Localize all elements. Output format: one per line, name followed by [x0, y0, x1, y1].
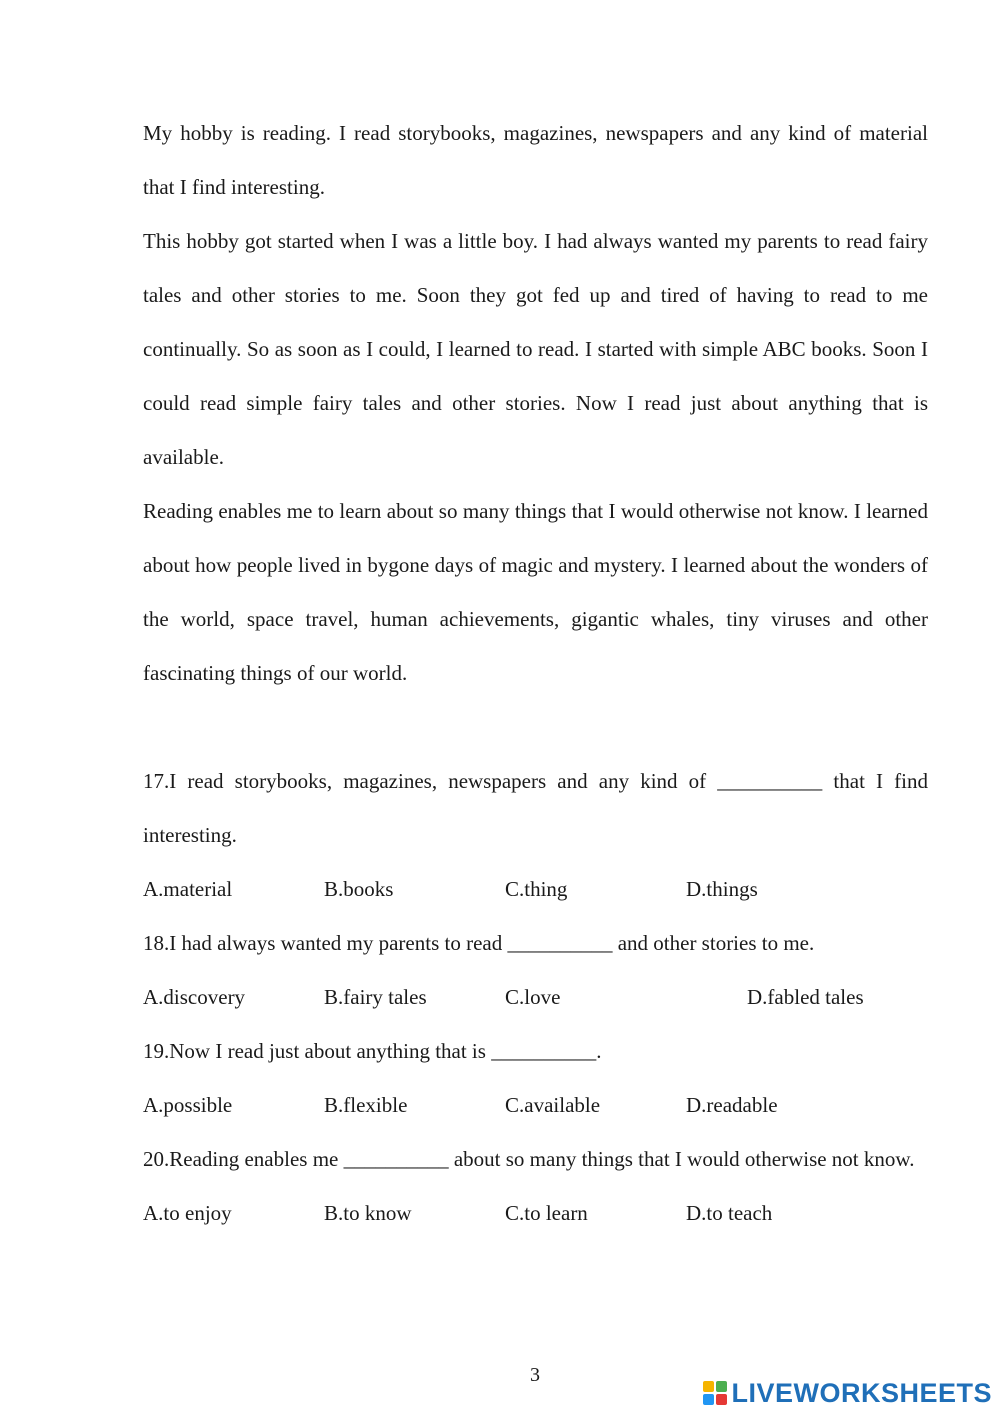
option-d[interactable]: D.fabled tales [747, 985, 864, 1009]
brand-name: LIVEWORKSHEETS [731, 1377, 992, 1408]
answer-options [143, 1186, 928, 1240]
answer-options [143, 862, 928, 916]
question-18 [143, 916, 928, 1024]
option-d[interactable]: D.to teach [686, 1201, 773, 1225]
question-stem: 19.Now I read just about anything that is __________. [143, 1039, 602, 1063]
option-b[interactable]: B.books [324, 877, 394, 901]
option-d[interactable]: D.things [686, 877, 758, 901]
option-a[interactable]: A.possible [143, 1093, 233, 1117]
answer-options [143, 1078, 928, 1132]
passage-paragraph-3: Reading enables me to learn about so many things that I would otherwise not know. I learned about how people lived in bygone days of magic and mystery. I learned about the wonders of the world, space travel, human achievements, gigantic whales, tiny viruses and other fascinating things of our world. [143, 499, 928, 685]
option-c[interactable]: C.thing [505, 877, 568, 901]
option-a[interactable]: A.discovery [143, 985, 246, 1009]
page-number: 3 [530, 1364, 540, 1386]
question-stem: 18.I had always wanted my parents to read __________ and other stories to me. [143, 931, 815, 955]
reading-passage [143, 106, 928, 700]
question-17 [143, 754, 928, 916]
question-19 [143, 1024, 928, 1132]
question-20 [143, 1132, 928, 1240]
option-c[interactable]: C.available [505, 1093, 601, 1117]
option-b[interactable]: B.fairy tales [324, 985, 427, 1009]
option-c[interactable]: C.to learn [505, 1201, 588, 1225]
passage-paragraph-2: This hobby got started when I was a little boy. I had always wanted my parents to read fairy tales and other stories to me. Soon they got fed up and tired of having to read to me continually. So as soon as I could, I learned to read. I started with simple ABC books. Soon I could read simple fairy tales and other stories. Now I read just about anything that is available. [143, 229, 928, 469]
option-c[interactable]: C.love [505, 985, 561, 1009]
option-a[interactable]: A.to enjoy [143, 1201, 232, 1225]
option-d[interactable]: D.readable [686, 1093, 778, 1117]
question-list [143, 754, 928, 1240]
answer-options [143, 970, 928, 1024]
passage-paragraph-1: My hobby is reading. I read storybooks, magazines, newspapers and any kind of material that I find interesting. [143, 121, 928, 199]
question-stem: 17.I read storybooks, magazines, newspapers and any kind of __________ that I find interesting. [143, 769, 928, 847]
option-b[interactable]: B.flexible [324, 1093, 408, 1117]
liveworksheets-logo-icon [703, 1381, 727, 1405]
option-a[interactable]: A.material [143, 877, 233, 901]
liveworksheets-brand[interactable] [703, 1376, 992, 1410]
option-b[interactable]: B.to know [324, 1201, 412, 1225]
question-stem: 20.Reading enables me __________ about so many things that I would otherwise not know. [143, 1147, 915, 1171]
